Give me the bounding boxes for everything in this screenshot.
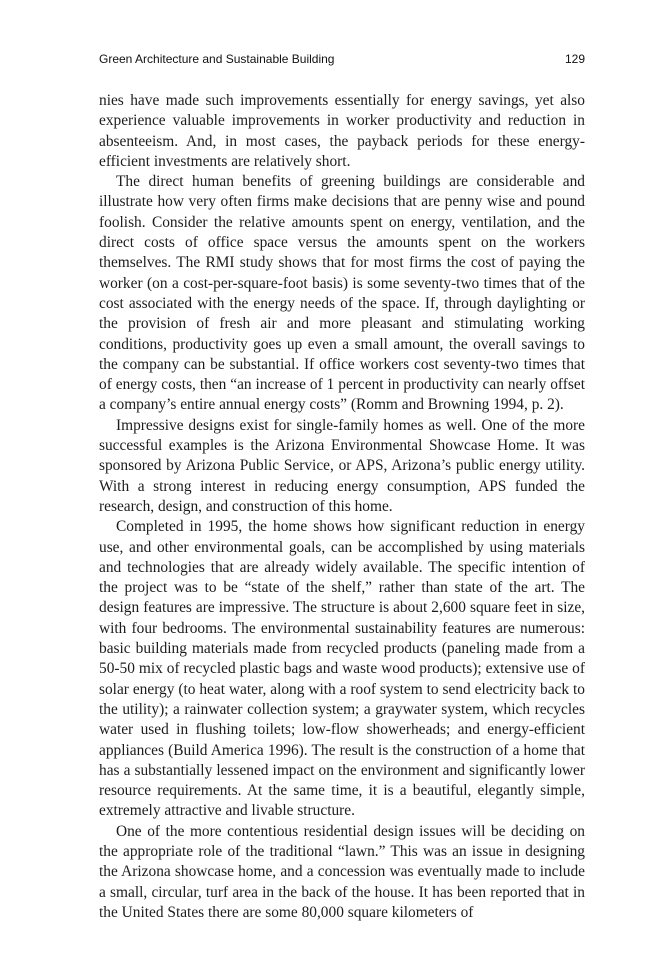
paragraph: Completed in 1995, the home shows how significant reduction in energy use, and other environmental goals, can be accomplished by using materials and technologies that are already widely available. The specific intention of the project was to be “state of the shelf,” rather than state of the art. The design features are impressive. The structure is about 2,600 square feet in size, with four bedrooms. The environmental sustainability features are numerous: basic building materials made from recycled products (paneling made from a 50-50 mix of recycled plastic bags and waste wood products); extensive use of solar energy (to heat water, along with a roof system to send electricity back to the utility); a rainwater collection system; a graywater system, which recycles water used in flushing toilets; low-flow showerheads; and energy-efficient appliances (Build America 1996). The result is the construction of a home that has a substantially lessened impact on the environment and significantly lower resource requirements. At the same time, it is a beautiful, elegantly simple, extremely attractive and livable structure. xyxy=(99,518,585,820)
paragraph-continued: nies have made such improvements essentially for energy savings, yet also experience valuable improvements in worker productivity and reduction in absenteeism. And, in most cases, the payback periods for these energy-efficient investments are relatively short. xyxy=(99,92,585,170)
body-text xyxy=(99,91,585,923)
running-title: Green Architecture and Sustainable Building xyxy=(99,52,335,66)
paragraph: The direct human benefits of greening buildings are considerable and illustrate how very often firms make decisions that are penny wise and pound foolish. Consider the relative amounts spent on energy, ventilation, and the direct costs of office space versus the amounts spent on the workers themselves. The RMI study shows that for most firms the cost of paying the worker (on a cost-per-square-foot basis) is some seventy-two times that of the cost associated with the energy needs of the space. If, through daylighting or the provision of fresh air and more pleasant and stimulating working conditions, productivity goes up even a small amount, the overall savings to the company can be substantial. If office workers cost seventy-two times that of energy costs, then “an increase of 1 percent in productivity can nearly offset a company’s entire annual energy costs” (Romm and Browning 1994, p. 2). xyxy=(99,173,585,414)
paragraph: One of the more contentious residential design issues will be deciding on the appropriate role of the traditional “lawn.” This was an issue in designing the Arizona showcase home, and a concession was eventually made to include a small, circular, turf area in the back of the house. It has been reported that in the United States there are some 80,000 square kilometers of xyxy=(99,822,585,921)
paragraph: Impressive designs exist for single-family homes as well. One of the more successful examples is the Arizona Environmental Showcase Home. It was sponsored by Arizona Public Service, or APS, Arizona’s public energy utility. With a strong interest in reducing energy consumption, APS funded the research, design, and construction of this home. xyxy=(99,416,585,515)
running-header xyxy=(99,52,585,66)
page-number: 129 xyxy=(564,52,585,66)
